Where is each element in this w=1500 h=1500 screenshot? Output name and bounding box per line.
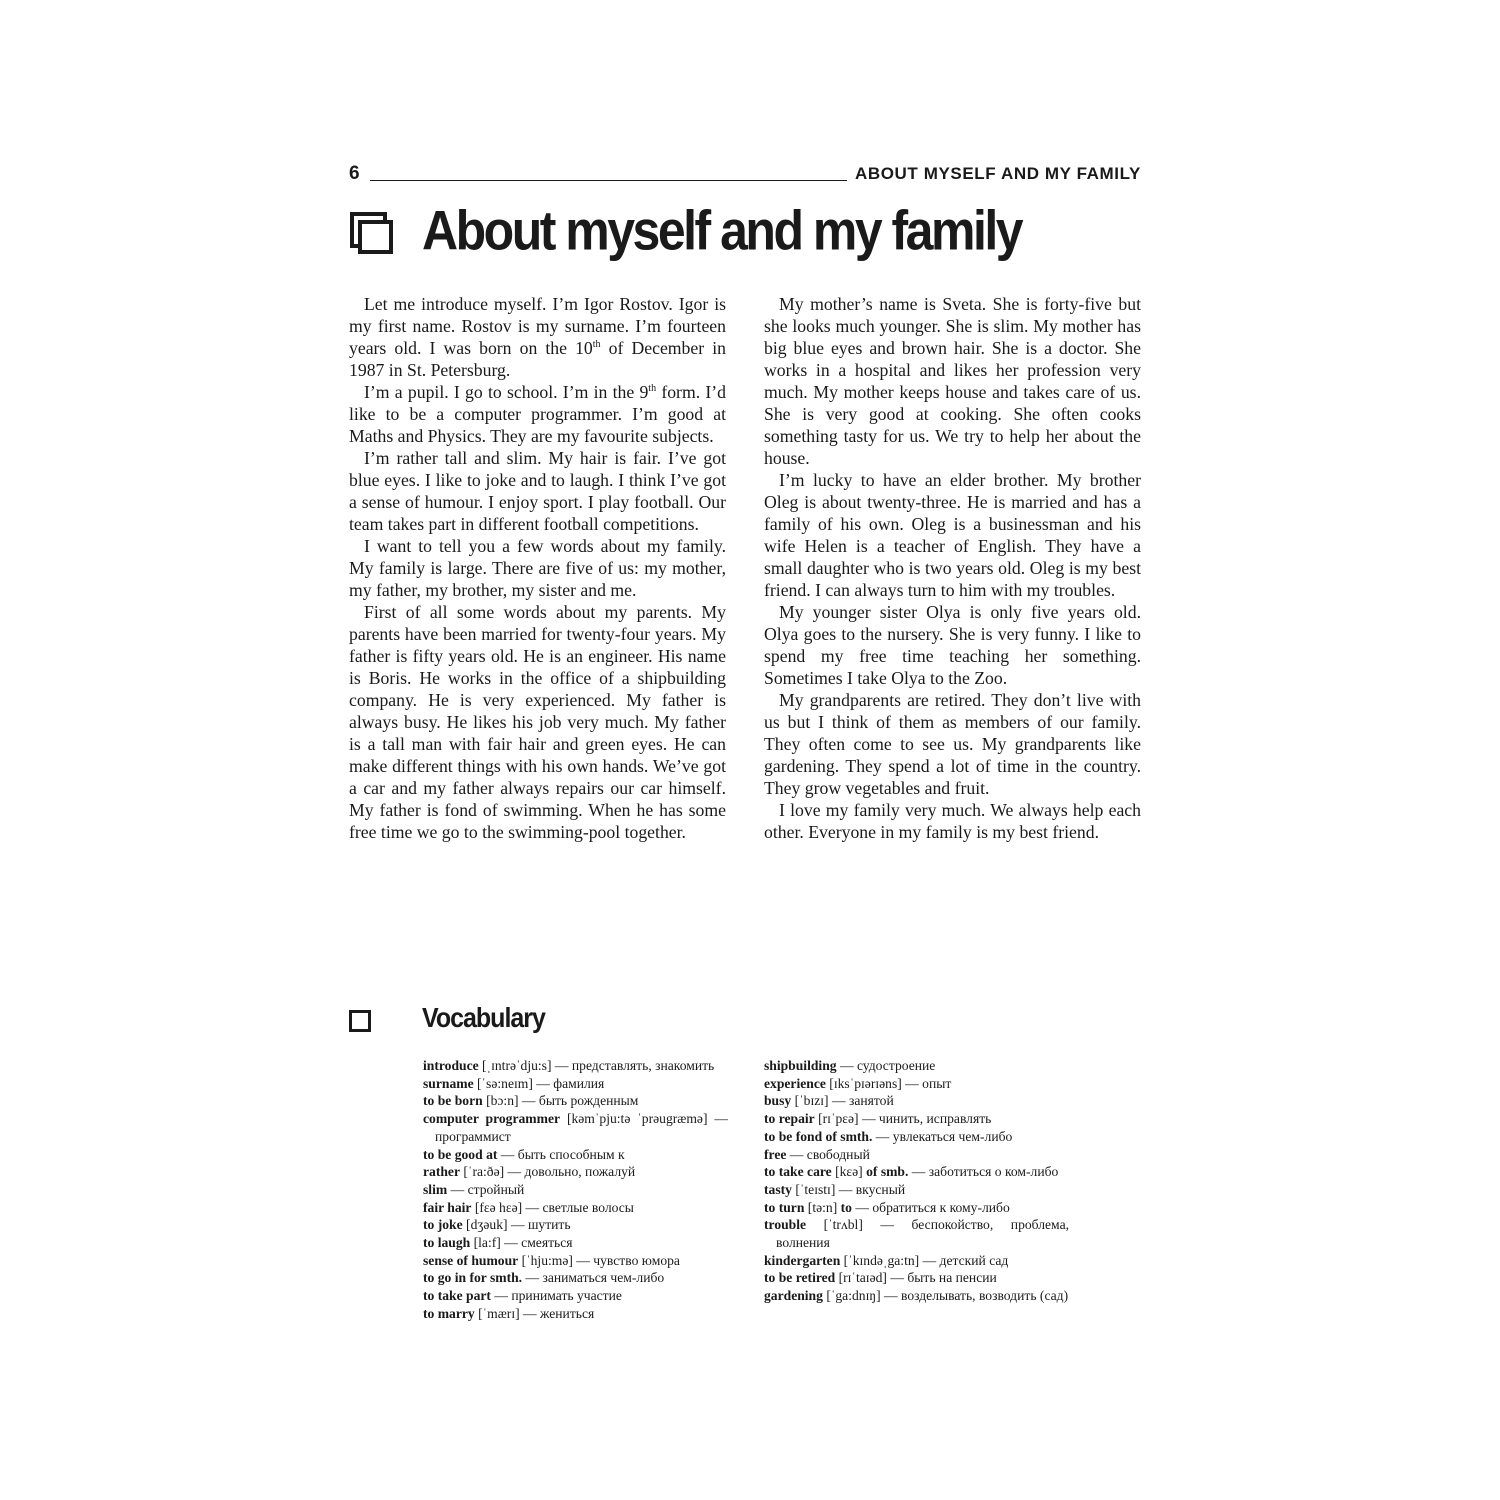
vocabulary-entry: experience [ɪksˈpɪərɪəns] — опыт <box>764 1075 952 1091</box>
vocabulary-entry: slim — стройный <box>423 1181 525 1197</box>
paragraph: I want to tell you a few words about my family. My family is large. There are five of us: my mother, my father, my brother, my sister and me. <box>349 536 726 600</box>
vocabulary-entry: to repair [rɪˈpɛə] — чинить, исправлять <box>764 1111 992 1127</box>
vocabulary-entry: to joke [dʒəuk] — шутить <box>423 1217 571 1233</box>
vocabulary-entry: tasty [ˈteɪstɪ] — вкусный <box>764 1181 906 1197</box>
vocabulary-entry: surname [ˈsə:neɪm] — фамилия <box>423 1075 605 1091</box>
header-rule <box>370 180 847 181</box>
vocabulary-entry: computer programmer [kəmˈpju:tə ˈprəugræmə] — программист <box>423 1111 728 1144</box>
text-column-right <box>764 293 1141 843</box>
vocabulary-entry: to be good at — быть способным к <box>423 1146 625 1162</box>
running-title: ABOUT MYSELF AND MY FAMILY <box>854 164 1141 183</box>
paragraph: I’m rather tall and slim. My hair is fair. I’ve got blue eyes. I like to joke and to laugh. I think I’ve got a sense of humour. I enjoy sport. I play football. Our team takes part in different football competitions. <box>349 448 726 534</box>
vocabulary-title: Vocabulary <box>422 1003 545 1034</box>
section-squares-icon <box>350 212 392 252</box>
paragraph: First of all some words about my parents. My parents have been married for twenty-four years. My father is fifty years old. He is an engineer. His name is Boris. He works in the office of a shipbuilding company. He is very experienced. My father is always busy. He likes his job very much. My father is a tall man with fair hair and green eyes. He can make different things with his own hands. We’ve got a car and my father always repairs our car himself. My father is fond of swimming. When he has some free time we go to the swimming-pool together. <box>349 602 726 842</box>
page-title: About myself and my family <box>422 199 1022 262</box>
vocabulary-entry: to turn [tə:n] to — обратиться к кому-либо <box>764 1199 1010 1215</box>
vocabulary-entry: rather [ˈra:ðə] — довольно, пожалуй <box>423 1164 636 1180</box>
vocabulary-entry: gardening [ˈga:dnɪŋ] — возделывать, возводить (сад) <box>764 1288 1069 1304</box>
vocabulary-entry: to take care [kɛə] of smb. — заботиться о ком-либо <box>764 1164 1059 1180</box>
vocabulary-entry: to laugh [la:f] — смеяться <box>423 1235 573 1251</box>
vocabulary-entry: trouble [ˈtrʌbl] — беспокойство, проблема, волнения <box>764 1217 1069 1251</box>
paragraph: I’m lucky to have an elder brother. My brother Oleg is about twenty-three. He is married and has a family of his own. Oleg is a businessman and his wife Helen is a teacher of English. They have a small daughter who is two years old. Oleg is my best friend. I can always turn to him with my troubles. <box>764 470 1141 600</box>
paragraph: I love my family very much. We always help each other. Everyone in my family is my best friend. <box>764 800 1141 842</box>
vocabulary-entry: to be retired [rɪˈtaɪəd] — быть на пенсии <box>764 1270 997 1286</box>
vocabulary-entry: to marry [ˈmærɪ] — жениться <box>423 1305 595 1321</box>
paragraph: I’m a pupil. I go to school. I’m in the 9th form. I’d like to be a computer programmer. I’m good at Maths and Physics. They are my favourite subjects. <box>349 382 726 446</box>
vocabulary-entry: fair hair [fɛə hɛə] — светлые волосы <box>423 1199 634 1215</box>
text-column-left <box>349 293 726 843</box>
vocabulary-entry: busy [ˈbɪzɪ] — занятой <box>764 1093 894 1109</box>
vocabulary-entry: sense of humour [ˈhju:mə] — чувство юмора <box>423 1252 680 1268</box>
vocabulary-entry: kindergarten [ˈkɪndəˌga:tn] — детский сад <box>764 1252 1009 1268</box>
vocabulary-column-right <box>764 1057 1069 1305</box>
vocabulary-entry: to be born [bɔ:n] — быть рожденным <box>423 1093 639 1109</box>
vocabulary-entry: free — свободный <box>764 1146 870 1162</box>
vocabulary-entry: to be fond of smth. — увлекаться чем-либо <box>764 1128 1013 1144</box>
vocabulary-column-left <box>423 1057 728 1323</box>
section-square-icon <box>349 1010 371 1032</box>
vocabulary-entry: shipbuilding — судостроение <box>764 1058 936 1073</box>
page-number: 6 <box>349 163 360 184</box>
paragraph: My mother’s name is Sveta. She is forty-five but she looks much younger. She is slim. My mother has big blue eyes and brown hair. She is a doctor. She works in a hospital and likes her profession very much. My mother keeps house and takes care of us. She is very good at cooking. She often cooks something tasty for us. We try to help her about the house. <box>764 294 1141 468</box>
running-head <box>349 160 1141 188</box>
vocabulary-entry: to go in for smth. — заниматься чем-либо <box>423 1270 665 1286</box>
vocabulary-entry: introduce [ˌɪntrəˈdju:s] — представлять, знакомить <box>423 1058 715 1073</box>
vocabulary-entry: to take part — принимать участие <box>423 1288 622 1304</box>
paragraph: My grandparents are retired. They don’t live with us but I think of them as members of our family. They often come to see us. My grandparents like gardening. They spend a lot of time in the country. They grow vegetables and fruit. <box>764 690 1141 798</box>
paragraph: My younger sister Olya is only five years old. Olya goes to the nursery. She is very funny. I like to spend my free time teaching her something. Sometimes I take Olya to the Zoo. <box>764 602 1141 688</box>
paragraph: Let me introduce myself. I’m Igor Rostov. Igor is my first name. Rostov is my surname. I’m fourteen years old. I was born on the 10th of December in 1987 in St. Petersburg. <box>349 294 726 380</box>
